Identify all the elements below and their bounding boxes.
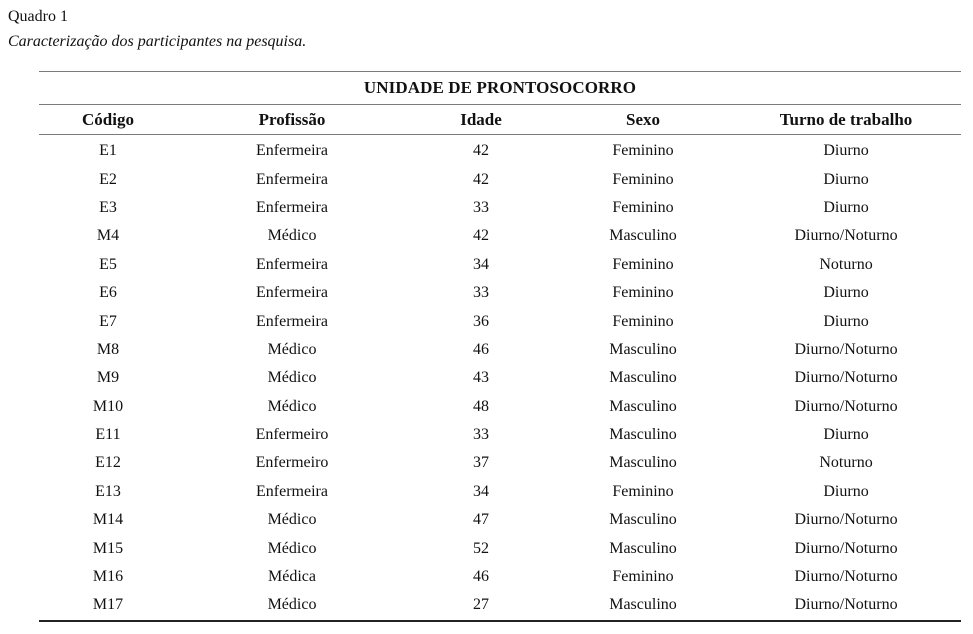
unit-header: UNIDADE DE PRONTOSOCORRO: [39, 72, 961, 105]
cell-idade: 34: [473, 255, 489, 273]
cell-idade: 42: [473, 227, 489, 245]
cell-turno: Diurno: [823, 426, 869, 444]
cell-profissao: Enfermeira: [256, 284, 328, 302]
cell-codigo: E3: [99, 198, 117, 216]
cell-sexo: Masculino: [609, 397, 677, 415]
cell-codigo: M14: [92, 511, 124, 529]
cell-sexo: Masculino: [609, 596, 677, 614]
cell-sexo: Feminino: [612, 255, 674, 273]
cell-sexo: Feminino: [612, 198, 674, 216]
column-header-codigo: Código: [39, 105, 177, 135]
cell-sexo: Masculino: [609, 369, 677, 387]
cell-codigo: M4: [96, 227, 120, 245]
cell-turno: Diurno: [823, 142, 869, 160]
cell-idade: 33: [473, 284, 489, 302]
cell-sexo: Masculino: [609, 511, 677, 529]
table-row: [39, 165, 961, 193]
cell-profissao: Enfermeira: [256, 198, 328, 216]
cell-profissao: Enfermeira: [256, 142, 328, 160]
table-row: [39, 393, 961, 421]
cell-idade: 33: [473, 198, 489, 216]
cell-sexo: Masculino: [609, 227, 677, 245]
cell-sexo: Feminino: [612, 142, 674, 160]
cell-profissao: Enfermeira: [256, 312, 328, 330]
cell-codigo: E7: [99, 312, 117, 330]
cell-turno: Diurno/Noturno: [794, 397, 898, 415]
cell-sexo: Feminino: [612, 284, 674, 302]
cell-turno: Diurno: [823, 482, 869, 500]
cell-turno: Diurno/Noturno: [794, 596, 898, 614]
cell-idade: 48: [473, 397, 489, 415]
cell-idade: 43: [473, 369, 489, 387]
participants-table: [39, 71, 961, 622]
cell-profissao: Médico: [267, 596, 317, 614]
cell-sexo: Feminino: [612, 312, 674, 330]
table-row: [39, 534, 961, 562]
cell-codigo: E5: [99, 255, 117, 273]
column-header-idade: Idade: [407, 105, 555, 135]
cell-turno: Noturno: [819, 454, 873, 472]
cell-codigo: E12: [95, 454, 121, 472]
column-header-turno: Turno de trabalho: [731, 105, 961, 135]
cell-profissao: Médica: [268, 568, 316, 586]
cell-codigo: E6: [99, 284, 117, 302]
table-row: [39, 251, 961, 279]
cell-codigo: M8: [96, 340, 120, 358]
cell-turno: Diurno: [823, 198, 869, 216]
cell-profissao: Médico: [267, 227, 317, 245]
column-header-row: [39, 105, 961, 135]
table-row: [39, 307, 961, 335]
cell-idade: 46: [473, 340, 489, 358]
cell-profissao: Médico: [267, 369, 317, 387]
column-header-profissao: Profissão: [177, 105, 407, 135]
table-row: [39, 421, 961, 449]
cell-idade: 37: [473, 454, 489, 472]
column-header-sexo: Sexo: [555, 105, 731, 135]
cell-idade: 47: [473, 511, 489, 529]
cell-profissao: Enfermeiro: [255, 426, 329, 444]
cell-turno: Diurno/Noturno: [794, 227, 898, 245]
cell-turno: Diurno/Noturno: [794, 511, 898, 529]
table-row: [39, 364, 961, 392]
cell-turno: Diurno/Noturno: [794, 539, 898, 557]
table-row: [39, 336, 961, 364]
cell-codigo: M10: [92, 397, 124, 415]
table-row: [39, 449, 961, 477]
cell-codigo: E13: [95, 482, 121, 500]
cell-profissao: Enfermeira: [256, 170, 328, 188]
cell-turno: Diurno: [823, 312, 869, 330]
cell-idade: 46: [473, 568, 489, 586]
cell-sexo: Masculino: [609, 426, 677, 444]
cell-turno: Diurno/Noturno: [794, 369, 898, 387]
cell-idade: 42: [473, 170, 489, 188]
cell-profissao: Enfermeira: [256, 255, 328, 273]
cell-codigo: M17: [92, 596, 124, 614]
unit-header-row: [39, 72, 961, 105]
table-caption-label: Quadro 1: [8, 8, 68, 25]
cell-codigo: E2: [99, 170, 117, 188]
table-row: [39, 478, 961, 506]
cell-profissao: Médico: [267, 397, 317, 415]
table-row: [39, 194, 961, 222]
cell-turno: Noturno: [819, 255, 873, 273]
cell-sexo: Feminino: [612, 482, 674, 500]
cell-turno: Diurno/Noturno: [794, 568, 898, 586]
table-row: [39, 222, 961, 250]
cell-sexo: Feminino: [612, 170, 674, 188]
cell-idade: 36: [473, 312, 489, 330]
cell-turno: Diurno/Noturno: [794, 340, 898, 358]
cell-idade: 34: [473, 482, 489, 500]
cell-codigo: M15: [92, 539, 124, 557]
cell-idade: 52: [473, 539, 489, 557]
table-caption-title: Caracterização dos participantes na pesquisa.: [8, 33, 307, 50]
cell-profissao: Enfermeiro: [255, 454, 329, 472]
cell-idade: 33: [473, 426, 489, 444]
table-row: [39, 563, 961, 591]
table-row: [39, 591, 961, 620]
cell-profissao: Médico: [267, 340, 317, 358]
table-body: [39, 135, 961, 621]
table-row: [39, 279, 961, 307]
cell-turno: Diurno: [823, 284, 869, 302]
cell-sexo: Masculino: [609, 454, 677, 472]
cell-turno: Diurno: [823, 170, 869, 188]
cell-sexo: Masculino: [609, 340, 677, 358]
cell-codigo: E11: [95, 426, 121, 444]
cell-codigo: M16: [92, 568, 124, 586]
cell-idade: 42: [473, 142, 489, 160]
table-row: [39, 506, 961, 534]
cell-profissao: Médico: [267, 539, 317, 557]
participants-table-container: [39, 71, 961, 622]
cell-sexo: Masculino: [609, 539, 677, 557]
table-row: [39, 135, 961, 166]
cell-profissao: Enfermeira: [256, 482, 328, 500]
cell-profissao: Médico: [267, 511, 317, 529]
cell-idade: 27: [473, 596, 489, 614]
cell-codigo: E1: [99, 142, 117, 160]
cell-codigo: M9: [96, 369, 120, 387]
cell-sexo: Feminino: [612, 568, 674, 586]
